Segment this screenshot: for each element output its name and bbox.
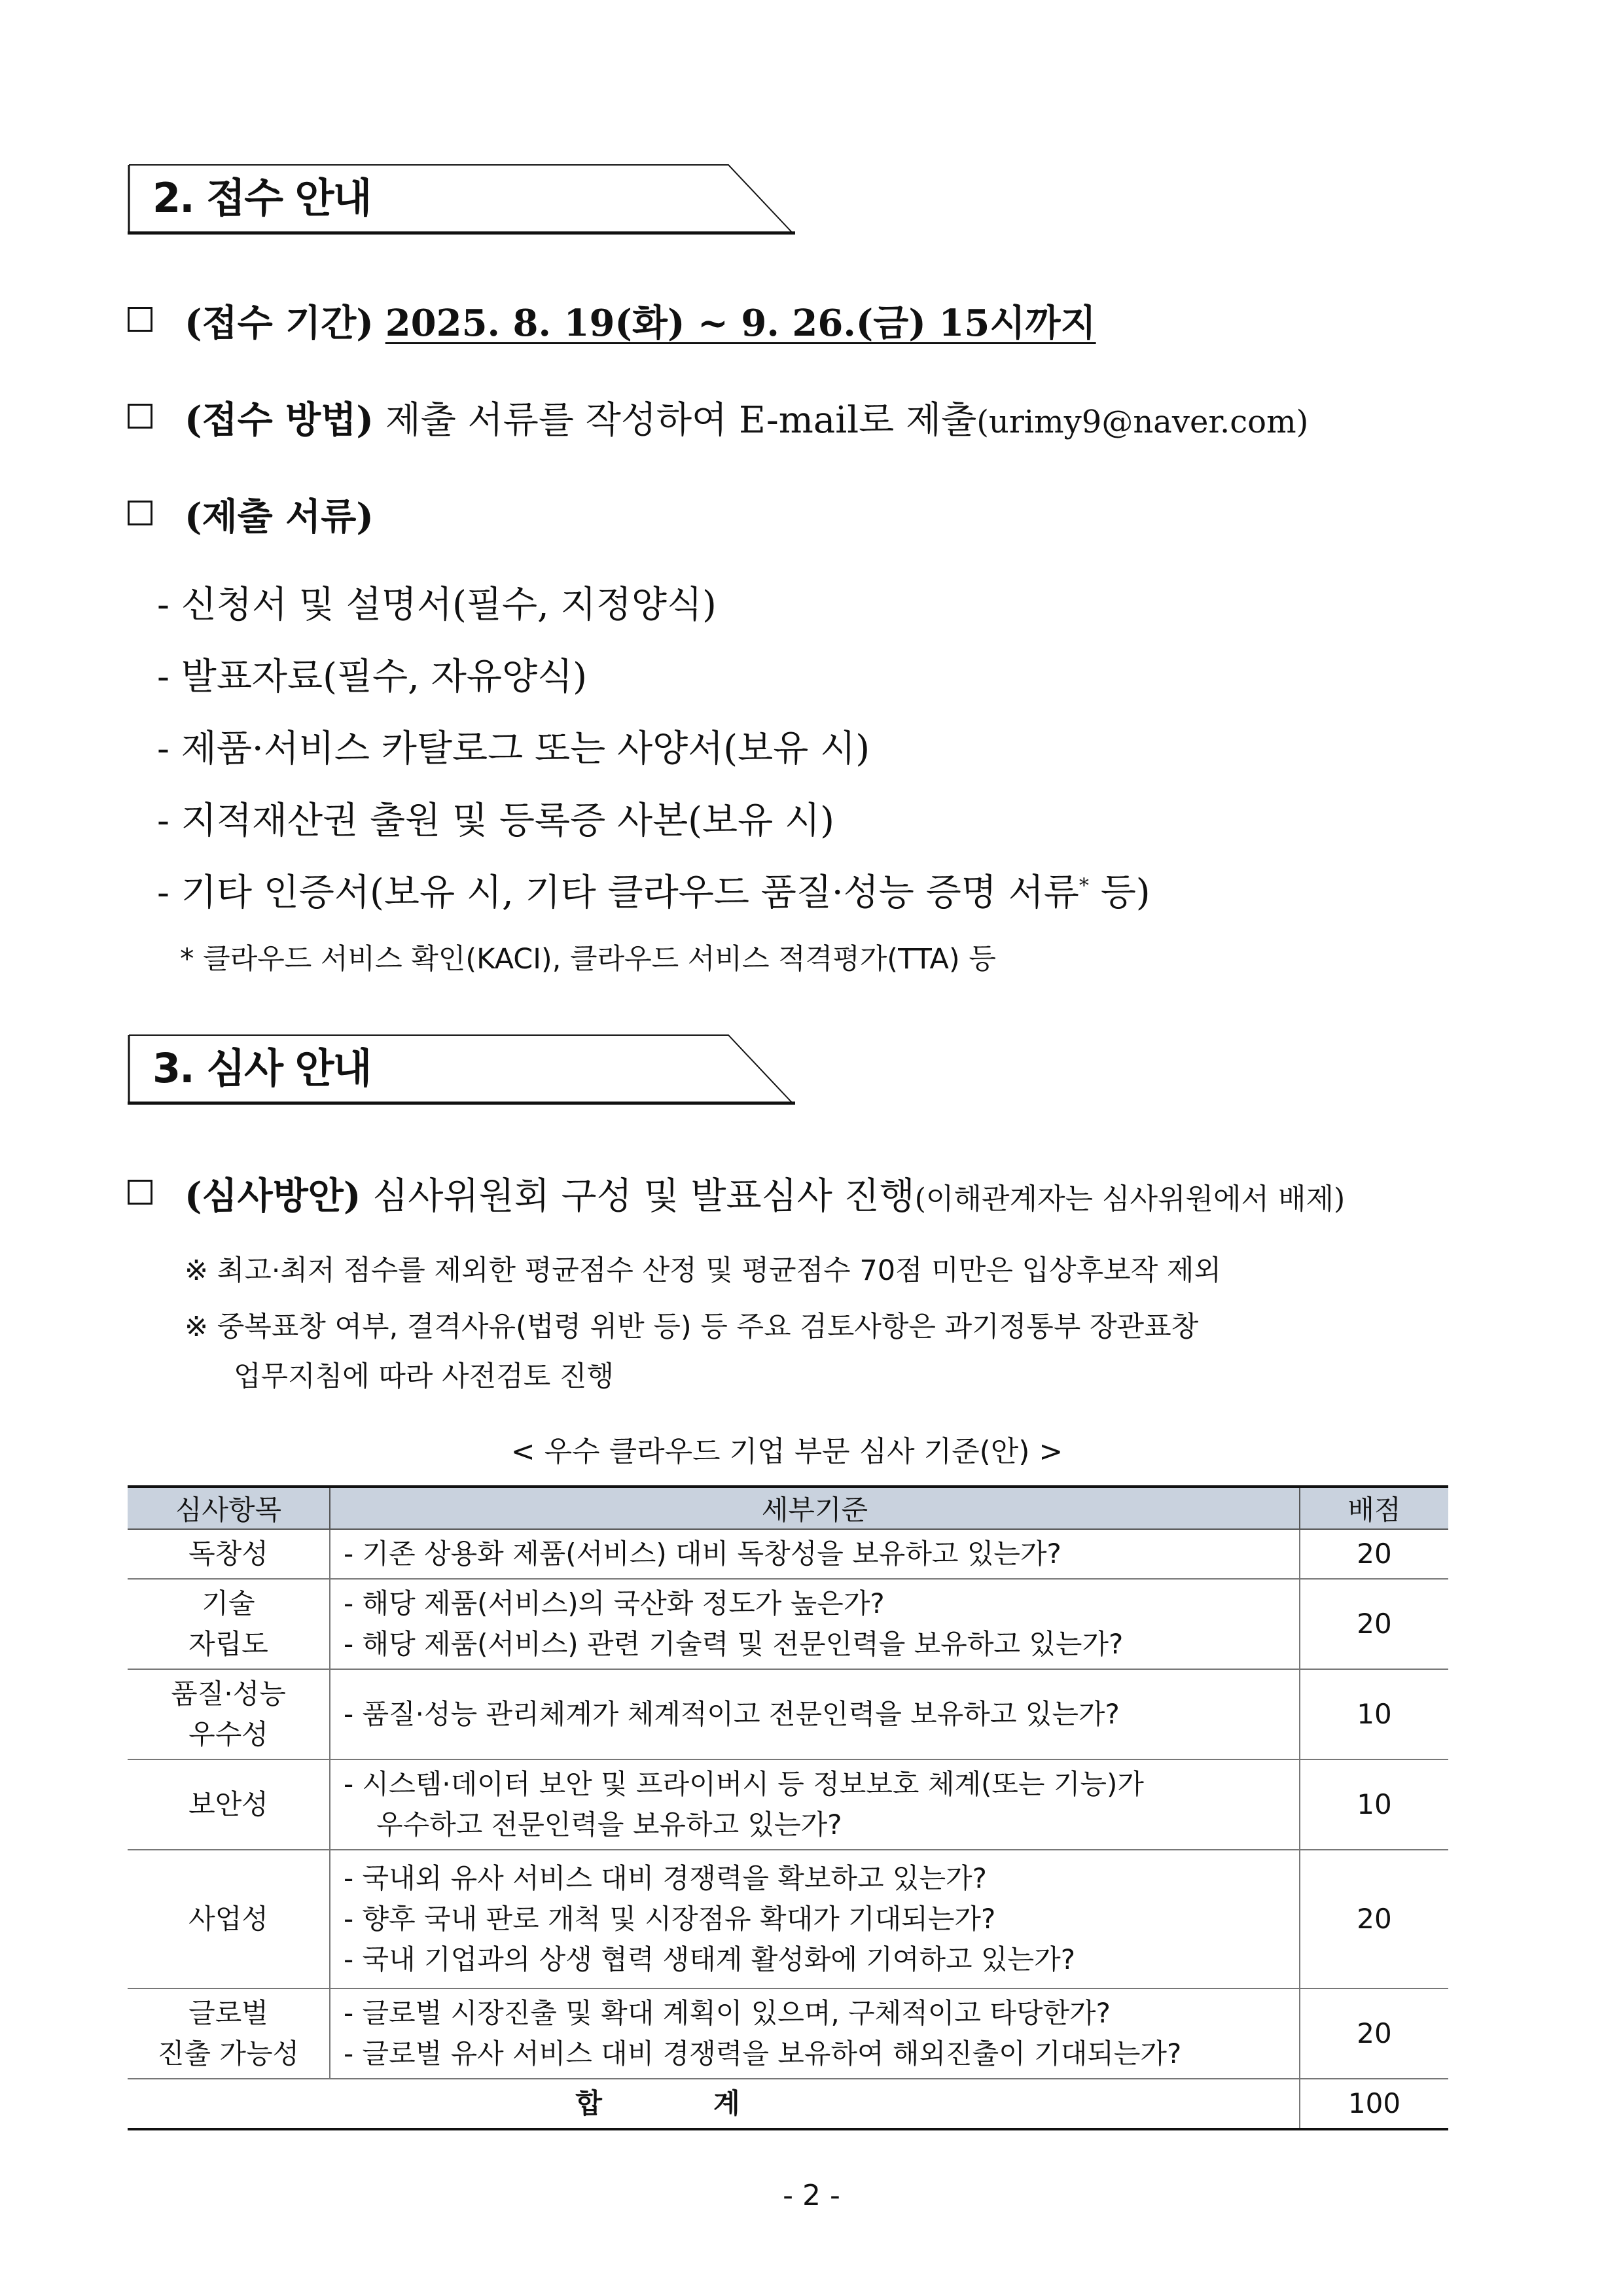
score-cell: 20 <box>1300 1529 1448 1579</box>
document-item-tail: 등) <box>1088 872 1150 914</box>
category-cell <box>128 1579 330 1669</box>
section-2-header <box>128 164 795 237</box>
reception-period-label: (접수 기간) <box>185 302 374 345</box>
category-text: 자립도 <box>188 1628 268 1660</box>
reception-email: (urimy9@naver.com) <box>976 404 1309 440</box>
checkbox-bullet <box>128 1180 152 1205</box>
checkbox-bullet <box>128 501 152 525</box>
total-label: 합계 <box>575 2087 851 2119</box>
criteria-text: - 국내 기업과의 상생 협력 생태계 활성화에 기여하고 있는가? <box>344 1943 1075 1975</box>
table-total-row <box>128 2079 1448 2129</box>
score-cell: 10 <box>1300 1669 1448 1759</box>
reception-method-line <box>185 391 1308 444</box>
document-item-last <box>157 864 1150 916</box>
review-method-text: 심사위원회 구성 및 발표심사 진행 <box>372 1175 915 1218</box>
table-row <box>128 1850 1448 1988</box>
category-cell <box>128 1988 330 2079</box>
review-note-continued: 업무지침에 따라 사전검토 진행 <box>234 1360 614 1393</box>
criteria-text: - 해당 제품(서비스) 관련 기술력 및 전문인력을 보유하고 있는가? <box>344 1628 1124 1660</box>
table-row <box>128 1988 1448 2079</box>
reception-method-text: 제출 서류를 작성하여 E-mail로 제출 <box>385 399 977 442</box>
footnote-mark: * <box>1079 874 1089 898</box>
documents-label: (제출 서류) <box>185 495 374 539</box>
score-cell: 20 <box>1300 1988 1448 2079</box>
category-cell <box>128 1759 330 1850</box>
score-cell: 20 <box>1300 1850 1448 1988</box>
criteria-text: - 글로벌 유사 서비스 대비 경쟁력을 보유하여 해외진출이 기대되는가? <box>344 2038 1182 2070</box>
header-score: 배점 <box>1300 1487 1448 1529</box>
documents-footnote: * 클라우드 서비스 확인(KACI), 클라우드 서비스 적격평가(TTA) 등 <box>180 943 996 976</box>
document-item-text: - 기타 인증서(보유 시, 기타 클라우드 품질·성능 증명 서류 <box>157 872 1079 914</box>
review-note: ※ 최고·최저 점수를 제외한 평균점수 산정 및 평균점수 70점 미만은 입상후보작 제외 <box>185 1254 1221 1287</box>
review-method-line <box>185 1167 1345 1220</box>
document-item: - 신청서 및 설명서(필수, 지정양식) <box>157 584 717 626</box>
page-number: - 2 - <box>783 2179 840 2212</box>
section-2-title: 2. 접수 안내 <box>152 174 371 222</box>
checkbox-bullet <box>128 307 152 332</box>
table-row <box>128 1669 1448 1759</box>
criteria-text: - 해당 제품(서비스)의 국산화 정도가 높은가? <box>344 1587 885 1619</box>
document-item: - 지적재산권 출원 및 등록증 사본(보유 시) <box>157 800 834 842</box>
total-score-cell: 100 <box>1300 2079 1448 2129</box>
criteria-cell <box>330 1669 1300 1759</box>
section-3-header <box>128 1034 795 1107</box>
review-method-note: (이해관계자는 심사위원에서 배제) <box>914 1182 1346 1216</box>
header-category: 심사항목 <box>128 1487 330 1529</box>
category-text: 기술 <box>202 1587 255 1619</box>
category-cell <box>128 1669 330 1759</box>
criteria-cell <box>330 1988 1300 2079</box>
category-text: 글로벌 <box>188 1997 268 2029</box>
reception-method-label: (접수 방법) <box>185 398 374 442</box>
document-item: - 발표자료(필수, 자유양식) <box>157 656 587 698</box>
table-row <box>128 1759 1448 1850</box>
category-text: 진출 가능성 <box>157 2038 300 2070</box>
checkbox-bullet <box>128 404 152 429</box>
review-method-label: (심사방안) <box>185 1174 361 1218</box>
score-cell: 10 <box>1300 1759 1448 1850</box>
score-cell: 20 <box>1300 1579 1448 1669</box>
table-row <box>128 1579 1448 1669</box>
criteria-text: - 국내외 유사 서비스 대비 경쟁력을 확보하고 있는가? <box>344 1862 987 1894</box>
criteria-table <box>128 1485 1448 2130</box>
category-text: 독창성 <box>188 1538 268 1570</box>
criteria-text: - 글로벌 시장진출 및 확대 계획이 있으며, 구체적이고 타당한가? <box>344 1997 1111 2029</box>
table-header-row <box>128 1487 1448 1529</box>
section-3-title: 3. 심사 안내 <box>152 1044 371 1092</box>
reception-period-value: 2025. 8. 19(화) ~ 9. 26.(금) 15시까지 <box>385 302 1096 345</box>
criteria-cell <box>330 1759 1300 1850</box>
category-text: 품질·성능 <box>171 1678 286 1710</box>
criteria-text: - 기존 상용화 제품(서비스) 대비 독창성을 보유하고 있는가? <box>344 1538 1061 1570</box>
documents-line <box>185 488 374 540</box>
table-row <box>128 1529 1448 1579</box>
review-note: ※ 중복표창 여부, 결격사유(법령 위반 등) 등 주요 검토사항은 과기정통부 장관표창 <box>185 1311 1199 1343</box>
total-label-cell <box>128 2079 1300 2129</box>
table-caption: < 우수 클라우드 기업 부문 심사 기준(안) > <box>510 1435 1063 1468</box>
document-item: - 제품·서비스 카탈로그 또는 사양서(보유 시) <box>157 728 870 770</box>
criteria-cell <box>330 1529 1300 1579</box>
category-text: 우수성 <box>188 1718 268 1750</box>
category-cell <box>128 1529 330 1579</box>
category-text: 보안성 <box>188 1788 268 1820</box>
criteria-text: - 시스템·데이터 보안 및 프라이버시 등 정보보호 체계(또는 기능)가 <box>344 1768 1144 1800</box>
criteria-text: - 품질·성능 관리체계가 체계적이고 전문인력을 보유하고 있는가? <box>344 1698 1120 1730</box>
header-criteria: 세부기준 <box>330 1487 1300 1529</box>
criteria-cell <box>330 1579 1300 1669</box>
category-cell <box>128 1850 330 1988</box>
criteria-text: 우수하고 전문인력을 보유하고 있는가? <box>376 1809 842 1841</box>
category-text: 사업성 <box>188 1903 268 1935</box>
reception-period-line <box>185 294 1096 347</box>
criteria-cell <box>330 1850 1300 1988</box>
criteria-text: - 향후 국내 판로 개척 및 시장점유 확대가 기대되는가? <box>344 1903 996 1935</box>
